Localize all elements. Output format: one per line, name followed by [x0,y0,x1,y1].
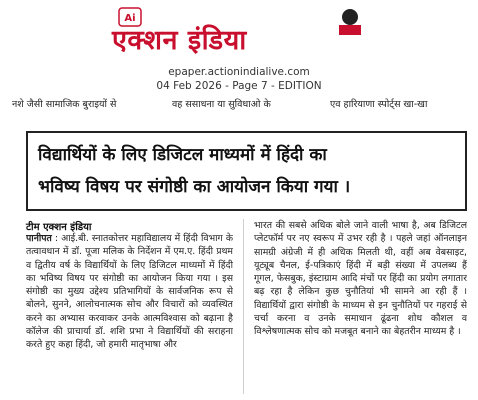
headline-line: भविष्य विषय पर संगोष्ठी का आयोजन किया गया । [38,177,351,197]
snippet-text: एव हारियाणा स्पोर्ट्स खा-खा [330,99,428,110]
article-column-left [26,232,233,400]
brand-badge-icon [336,6,364,38]
adjacent-article-snippets [0,97,478,111]
epaper-url: epaper.actionindialive.com [168,66,310,78]
article-column-right [254,219,467,397]
byline: टीम एक्शन इंडिया [26,222,92,233]
svg-text:Ai: Ai [124,13,136,24]
snippet-text: नशे जैसी सामाजिक बुराइयों से [12,99,117,110]
edition-line: 04 Feb 2026 - Page 7 - EDITION [156,80,322,92]
snippet-text: वह ससाधना या सुविधाओ के [172,99,271,110]
article-body-text: : आई.बी. स्नातकोत्तर महाविद्यालय में हिंदी विभाग के तत्वावधान में डॉ. पूजा मलिक के निर्देशन में एम.ए. हिंदी प्रथम व द्वितीय वर्ष के विद्यार्थियों के लिए डिजिटल माध्यमों में हिंदी का भविष्य विषय पर संगोष्ठी का आयोजन किया गया । इस संगोष्ठी का मुख्य उद्देश्य प्रतिभागियों के सार्वजनिक रूप से बोलने, सुनने, आलोचनात्मक सोच और विचारों को व्यवस्थित करने का अभ्यास करवाकर उनके आत्मविश्वास को बढ़ाना है कॉलेज की प्राचार्या डॉ. शशि प्रभा ने विद्यार्थियों की सराहना करते हुए कहा हिंदी, जो हमारी मातृभाषा और [26,233,233,351]
column-divider [243,219,244,394]
dateline: पानीपत [26,233,52,244]
brand-title: एक्शन इंडिया [112,25,247,56]
masthead [0,0,478,92]
article-headline [26,131,467,211]
headline-line: विद्यार्थियों के लिए डिजिटल माध्यमों में हिंदी का [38,145,327,165]
article-body-text: भारत की सबसे अधिक बोले जाने वाली भाषा है, अब डिजिटल प्लेटफॉर्म पर नए स्वरूप में उभर रही है । पहले जहां ऑनलाइन सामग्री अंग्रेजी में ही अधिक मिलती थी, वहीं अब वेबसाइट, यूट्यूब चैनल, ई-पत्रिकाएं हिंदी में बड़ी संख्या में उपलब्ध हैं गूगल, फेसबुक, इंस्टाग्राम आदि मंचों पर हिंदी का प्रयोग लगातार बढ़ रहा है लेकिन कुछ चुनौतियां भी सामने आ रही हैं । विद्यार्थियों द्वारा संगोष्ठी के माध्यम से इन चुनौतियों पर गहराई से चर्चा करना व उनके समाधान ढूंढना शोध कौशल व विश्लेषणात्मक सोच को मजबूत बनाने का बेहतरीन माध्यम है । [254,220,467,338]
